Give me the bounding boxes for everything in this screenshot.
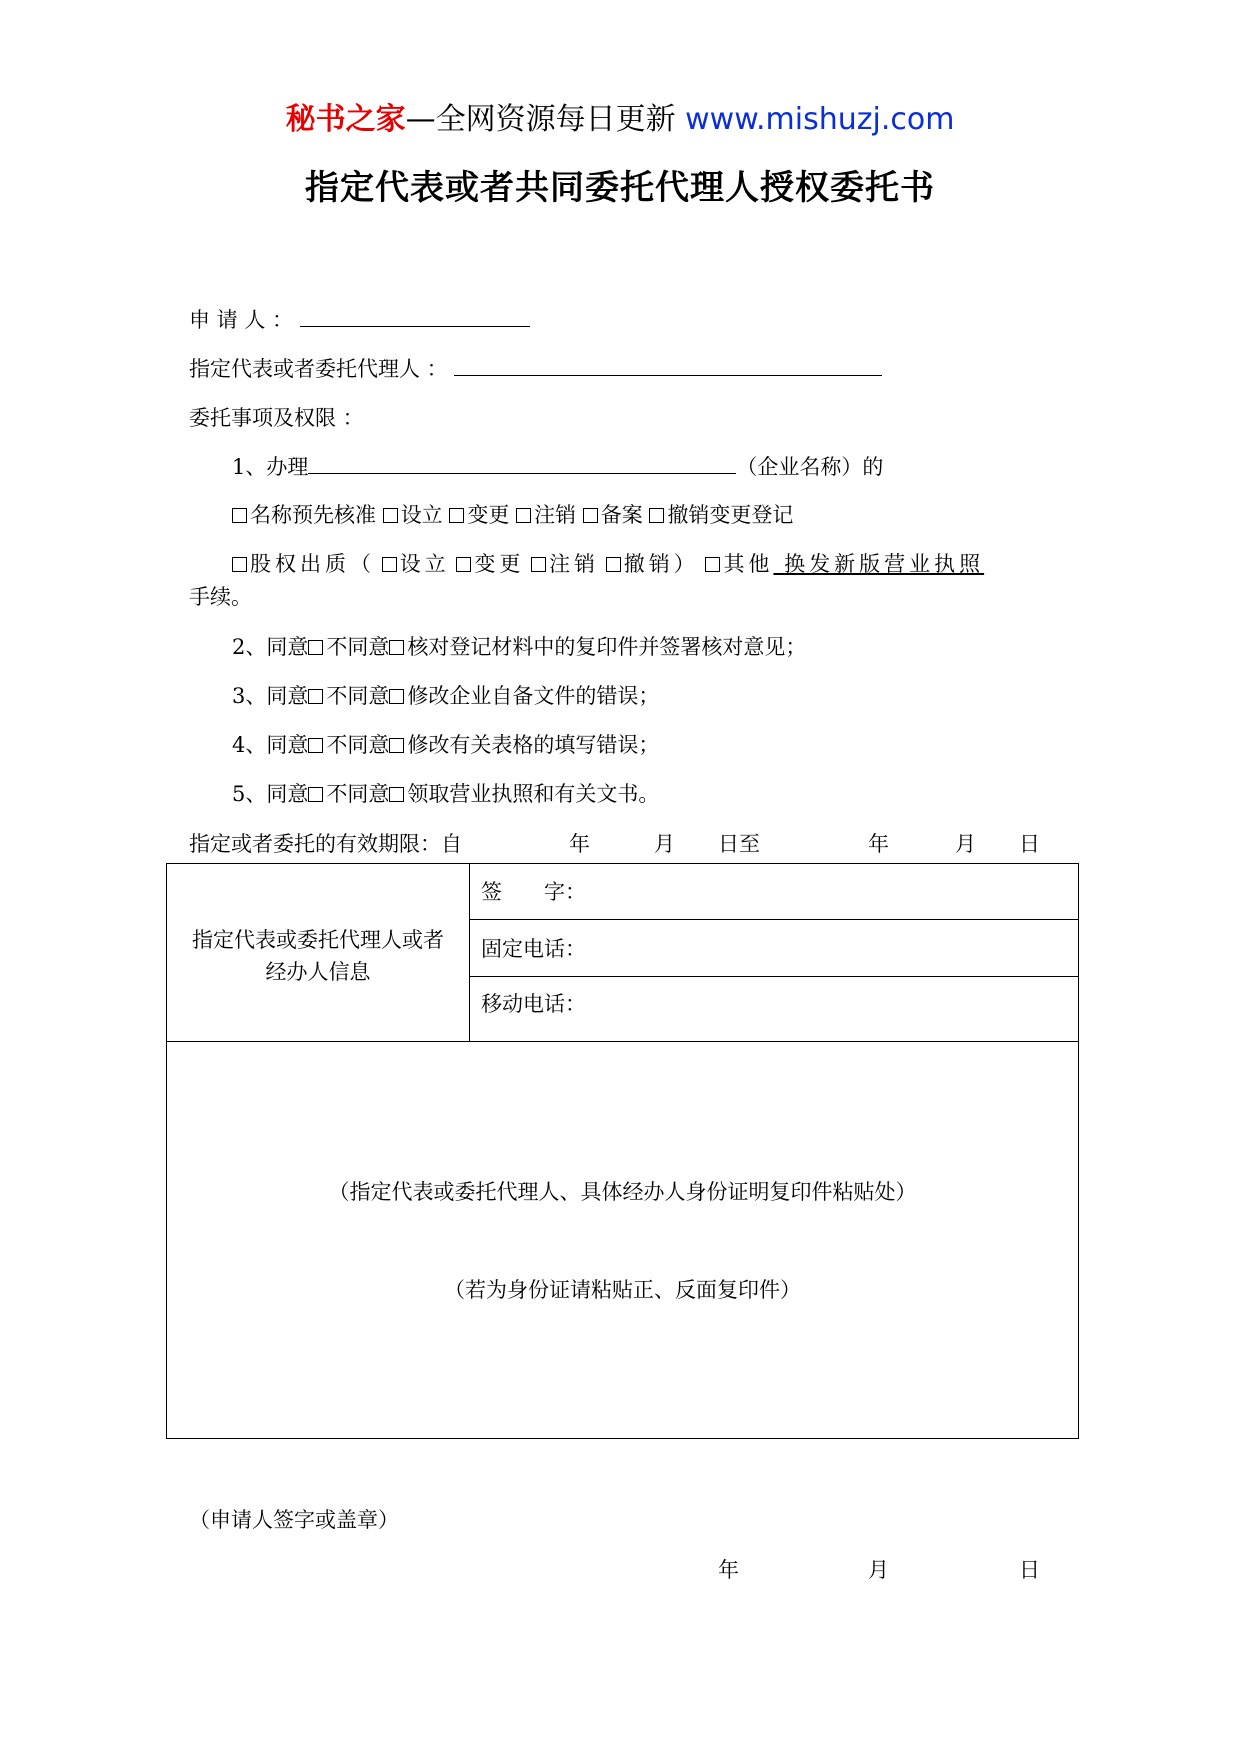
validity-year: 年: [569, 832, 590, 856]
agree-checkbox[interactable]: [308, 738, 323, 753]
disagree-checkbox[interactable]: [389, 640, 404, 655]
table-rule: [469, 919, 1078, 920]
validity-day-to: 日至: [718, 832, 760, 856]
checkbox[interactable]: [449, 508, 464, 523]
signature-label: 签 字：: [481, 880, 586, 904]
agent-label: 指定代表或者委托代理人 ：: [189, 357, 448, 381]
disagree-checkbox[interactable]: [389, 787, 404, 802]
opt-pledge-change[interactable]: 变更: [456, 552, 524, 576]
applicant-row: [189, 304, 530, 335]
mobile-field[interactable]: [597, 984, 1067, 1034]
checkbox[interactable]: [383, 508, 398, 523]
landline-label: 固定电话：: [481, 937, 586, 961]
checkbox[interactable]: [583, 508, 598, 523]
checkbox[interactable]: [705, 557, 720, 572]
validity-label: 指定或者委托的有效期限：自: [189, 832, 462, 856]
checkbox[interactable]: [232, 508, 247, 523]
opt-cancel[interactable]: 注销: [516, 503, 576, 527]
applicant-sign-note: （申请人签字或盖章）: [189, 1508, 399, 1532]
opt-name-precheck[interactable]: 名称预先核准: [232, 503, 376, 527]
agree-checkbox[interactable]: [308, 689, 323, 704]
signature-field[interactable]: [597, 870, 1067, 914]
opt-other[interactable]: 其他: [705, 552, 773, 576]
checkbox[interactable]: [232, 557, 247, 572]
id-paste-instruction: （指定代表或委托代理人、具体经办人身份证明复印件粘贴处）: [328, 1180, 917, 1204]
applicant-label: 申 请 人 ：: [189, 308, 294, 332]
item3-row: 3、同意 不同意 修改企业自备文件的错误；: [232, 684, 660, 708]
opt-equity-pledge[interactable]: 股权出质（: [232, 552, 375, 576]
id-paste-note: （若为身份证请粘贴正、反面复印件）: [444, 1278, 801, 1302]
applicant-blank[interactable]: [300, 304, 530, 327]
mobile-label: 移动电话：: [481, 992, 586, 1016]
table-divider: [469, 864, 470, 1041]
footer-month: 月: [868, 1558, 889, 1582]
opt-pledge-establish[interactable]: 设立: [382, 552, 450, 576]
footer-day: 日: [1019, 1558, 1040, 1582]
opt-pledge-revoke[interactable]: 撤销）: [606, 552, 699, 576]
item1-prefix: 1、办理: [232, 455, 309, 479]
opt-revoke-change[interactable]: 撤销变更登记: [649, 503, 793, 527]
item5-row: 5、同意 不同意 领取营业执照和有关文书。: [232, 782, 660, 806]
agent-blank[interactable]: [454, 353, 882, 376]
banner-url[interactable]: www.mishuzj.com: [685, 102, 955, 137]
checkbox[interactable]: [649, 508, 664, 523]
agree-checkbox[interactable]: [308, 787, 323, 802]
site-banner: [0, 100, 1240, 140]
other-value: 换发新版营业执照: [773, 552, 985, 576]
agent-info-table: [166, 863, 1079, 1439]
scope-label: 委托事项及权限 ：: [189, 406, 364, 430]
checkbox[interactable]: [531, 557, 546, 572]
landline-field[interactable]: [597, 926, 1067, 970]
item4-row: 4、同意 不同意 修改有关表格的填写错误；: [232, 733, 660, 757]
opt-filing[interactable]: 备案: [583, 503, 643, 527]
item2-row: 2、同意 不同意 核对登记材料中的复印件并签署核对意见；: [232, 635, 807, 659]
agent-row: [189, 353, 882, 384]
disagree-checkbox[interactable]: [389, 738, 404, 753]
footer-year: 年: [718, 1558, 739, 1582]
opt-change[interactable]: 变更: [449, 503, 509, 527]
brand-name: 秘书之家: [285, 102, 406, 137]
item1-suffix: （企业名称）的: [736, 455, 884, 479]
document-title: 指定代表或者共同委托代理人授权委托书: [305, 168, 935, 208]
validity-year2: 年: [868, 832, 889, 856]
validity-month2: 月: [955, 832, 976, 856]
banner-slogan: —全网资源每日更新: [405, 102, 686, 137]
validity-day2: 日: [1019, 832, 1040, 856]
registration-type-row: [232, 500, 793, 530]
opt-establish[interactable]: 设立: [383, 503, 443, 527]
equity-pledge-row: [232, 549, 984, 579]
checkbox[interactable]: [516, 508, 531, 523]
checkbox[interactable]: [382, 557, 397, 572]
table-rule: [167, 1041, 1078, 1042]
opt-pledge-cancel[interactable]: 注销: [531, 552, 599, 576]
checkbox[interactable]: [456, 557, 471, 572]
disagree-checkbox[interactable]: [389, 689, 404, 704]
agent-info-label: 指定代表或委托代理人或者 经办人信息: [192, 928, 444, 984]
company-name-blank[interactable]: [308, 451, 736, 474]
agree-checkbox[interactable]: [308, 640, 323, 655]
checkbox[interactable]: [606, 557, 621, 572]
item1-row: [232, 451, 883, 482]
validity-month: 月: [654, 832, 675, 856]
table-rule: [469, 976, 1078, 977]
procedure-end: 手续。: [189, 585, 252, 609]
